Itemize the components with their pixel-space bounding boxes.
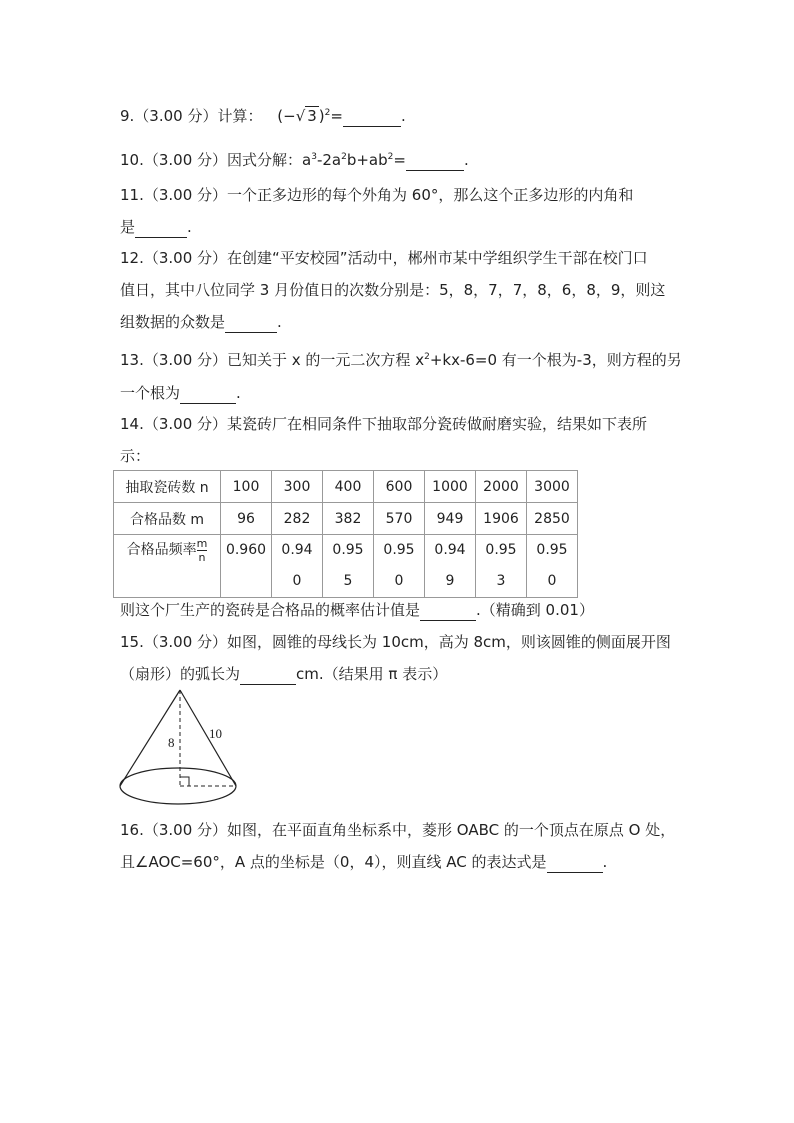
table-cell: 0.94 0 <box>272 535 323 598</box>
question-14-line2: 示： <box>120 447 151 465</box>
table-cell: 400 <box>323 471 374 503</box>
table-cell: 382 <box>323 503 374 535</box>
question-12-line3: 组数据的众数是 . <box>120 313 282 331</box>
table-cell: 282 <box>272 503 323 535</box>
answer-blank <box>406 150 464 171</box>
answer-blank <box>343 106 401 127</box>
answer-blank <box>135 217 187 238</box>
height-label: 8 <box>168 735 175 750</box>
table-cell: 570 <box>374 503 425 535</box>
question-13-line2: 一个根为 . <box>120 384 241 402</box>
slant-label: 10 <box>209 726 222 741</box>
question-10: 10.（3.00 分）因式分解：$a^3-2a^2b+ab^2=$ . <box>120 151 469 169</box>
table-cell: 0.95 0 <box>527 535 578 598</box>
cone-figure <box>110 685 250 815</box>
table-cell: 1906 <box>476 503 527 535</box>
question-12-line1: 12.（3.00 分）在创建“平安校园”活动中，郴州市某中学组织学生干部在校门口 <box>120 249 648 267</box>
question-11-line2: 是 . <box>120 218 192 236</box>
answer-blank <box>547 852 603 873</box>
question-11-line1: 11.（3.00 分）一个正多边形的每个外角为 60°，那么这个正多边形的内角和 <box>120 186 634 204</box>
table-cell: 0.95 0 <box>374 535 425 598</box>
table-header-cell: 合格品数 m <box>114 503 221 535</box>
fraction-m-over-n: $\frac{m}{n}$ <box>196 536 208 564</box>
question-13-line1: 13.（3.00 分）已知关于 x 的一元二次方程 $x^2+kx-6=0$ 有一个根为-3，则方程的另 <box>120 351 682 369</box>
table-cell: 0.95 5 <box>323 535 374 598</box>
table-cell: 600 <box>374 471 425 503</box>
table-cell: 96 <box>221 503 272 535</box>
table-cell: 100 <box>221 471 272 503</box>
sqrt-expression: (−√ 3 )$^2$ <box>277 107 331 125</box>
frequency-table <box>113 470 578 598</box>
question-9: 9.（3.00 分）计算： (−√ 3 )$^2$= . <box>120 107 406 125</box>
table-header-cell: 抽取瓷砖数 n <box>114 471 221 503</box>
question-15-line2: （扇形）的弧长为 cm.（结果用 π 表示） <box>120 665 448 683</box>
answer-blank <box>225 312 277 333</box>
right-angle-mark <box>180 777 189 786</box>
table-cell: 0.960 <box>221 535 272 598</box>
table-cell: 949 <box>425 503 476 535</box>
table-cell: 3000 <box>527 471 578 503</box>
question-15-line1: 15.（3.00 分）如图，圆锥的母线长为 10cm，高为 8cm，则该圆锥的侧面展开图 <box>120 633 671 651</box>
question-14-after: 则这个厂生产的瓷砖是合格品的概率估计值是 .（精确到 0.01） <box>120 601 594 619</box>
table-cell: 300 <box>272 471 323 503</box>
answer-blank <box>420 600 476 621</box>
question-14-line1: 14.（3.00 分）某瓷砖厂在相同条件下抽取部分瓷砖做耐磨实验，结果如下表所 <box>120 415 648 433</box>
table-cell: 0.94 9 <box>425 535 476 598</box>
table-cell: 1000 <box>425 471 476 503</box>
table-row-frequency <box>114 535 578 598</box>
answer-blank <box>180 383 236 404</box>
sqrt-symbol: √ 3 <box>295 107 317 125</box>
table-cell: 0.95 3 <box>476 535 527 598</box>
table-row-qualified-count <box>114 503 578 535</box>
table-row-sample-count <box>114 471 578 503</box>
question-16-line1: 16.（3.00 分）如图，在平面直角坐标系中，菱形 OABC 的一个顶点在原点 O 处， <box>120 821 676 839</box>
table-cell: 2000 <box>476 471 527 503</box>
answer-blank <box>240 664 296 685</box>
table-cell: 2850 <box>527 503 578 535</box>
cone-slant-edge <box>180 690 236 786</box>
question-12-line2: 值日，其中八位同学 3 月份值日的次数分别是：5，8，7，7，8，6，8，9，则这 <box>120 281 666 299</box>
table-header-cell: 合格品频率 $\frac{m}{n}$ <box>114 535 221 598</box>
question-16-line2: 且∠AOC=60°，A 点的坐标是（0，4），则直线 AC 的表达式是 . <box>120 853 608 871</box>
